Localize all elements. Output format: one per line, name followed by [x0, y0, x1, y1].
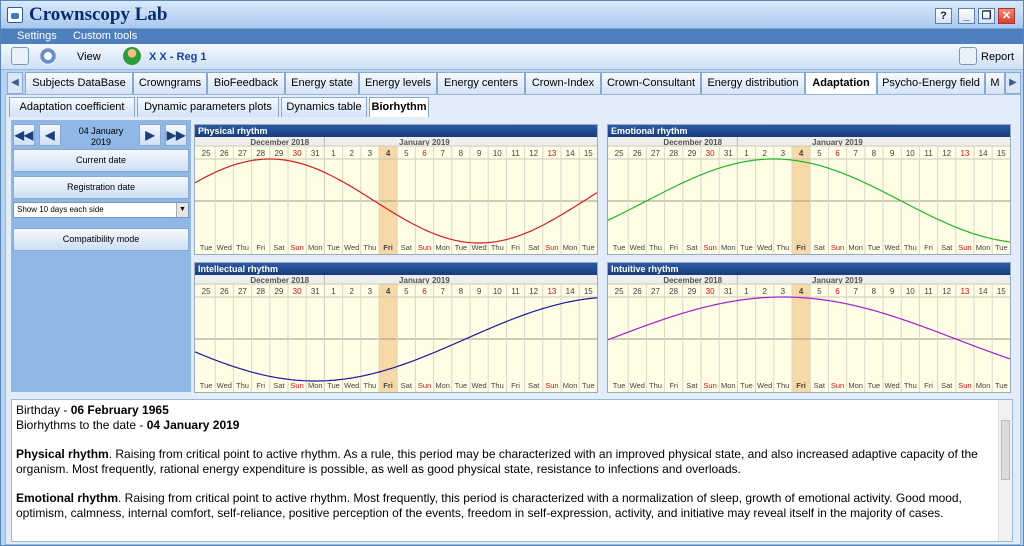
report-button[interactable]: Report	[981, 51, 1015, 63]
day-number: 15	[583, 287, 593, 296]
emotional-body: . Raising from critical point to active rhythm. Most frequently, this period is characterized with a normalization of sleep, growth of emotional activity. Good mood, optimism, calmness, internal comfort, self-reliance, positive perception of the events, freedom in self-expression, activity, and initiative may reveal itself in the majority of cases.	[16, 491, 962, 520]
weekday-label: Sun	[290, 381, 304, 390]
weekday-label: Tue	[327, 381, 340, 390]
weekday-label: Thu	[903, 381, 917, 390]
day-number: 8	[458, 149, 464, 158]
day-number: 10	[492, 149, 502, 158]
month-label: January 2019	[399, 276, 450, 285]
day-number: 30	[292, 287, 302, 296]
view-button[interactable]: View	[77, 51, 101, 63]
physical-rhythm-plot	[195, 137, 597, 254]
day-number: 6	[422, 149, 427, 158]
selected-date-year: 2019	[90, 137, 112, 147]
weekday-label: Wed	[757, 381, 773, 390]
selected-date	[75, 126, 127, 148]
weekday-label: Sat	[528, 243, 540, 252]
weekday-label: Tue	[581, 381, 595, 390]
day-number: 3	[367, 287, 373, 296]
weekday-label: Thu	[490, 381, 504, 390]
day-number: 11	[924, 287, 933, 296]
previous-date-icon[interactable]: ◀	[39, 124, 61, 146]
weekday-label: Fri	[924, 243, 933, 252]
weekday-label: Tue	[454, 381, 468, 390]
day-number: 12	[942, 149, 952, 158]
weekday-label: Thu	[649, 243, 662, 252]
weekday-label: Mon	[562, 381, 578, 390]
weekday-label: Tue	[994, 381, 1008, 390]
tab-energy-centers[interactable]: Energy centers	[437, 72, 525, 94]
tab-biofeedback[interactable]: BioFeedback	[207, 72, 285, 94]
chart-title: Intellectual rhythm	[195, 263, 597, 275]
day-number: 4	[798, 149, 804, 158]
weekday-label: Tue	[740, 243, 753, 252]
day-number: 12	[529, 287, 539, 296]
day-number: 14	[565, 287, 575, 296]
description-content	[16, 403, 996, 521]
physical-body: . Raising from critical point to active rhythm. As a rule, this period may be characterized with an improved physical state, and also increased adaptive capacity of the organism. Most frequently, rational energy expenditure is possible, as well as good physical state, resistance to infections and overloads.	[16, 447, 978, 476]
tab-crowngrams[interactable]: Crowngrams	[133, 72, 207, 94]
weekday-label: Sat	[686, 243, 698, 252]
day-number: 15	[583, 149, 593, 158]
day-number: 12	[942, 287, 952, 296]
day-number: 5	[404, 149, 409, 158]
physical-paragraph	[16, 447, 996, 477]
weekday-label: Sun	[958, 243, 972, 252]
weekday-label: Thu	[236, 243, 249, 252]
weekday-label: Tue	[612, 381, 626, 390]
tab-more[interactable]: M	[985, 72, 1005, 94]
day-number: 8	[458, 287, 464, 296]
day-number: 30	[705, 149, 715, 158]
weekday-label: Tue	[612, 243, 626, 252]
weekday-label: Sun	[417, 381, 432, 390]
chart-physical	[194, 124, 598, 255]
day-number: 7	[440, 287, 445, 296]
range-select-value: Show 10 days each side	[17, 205, 104, 214]
day-number: 5	[404, 287, 409, 296]
restore-button[interactable]: ❐	[978, 8, 995, 24]
menu-settings[interactable]: Settings	[17, 30, 57, 42]
day-number: 30	[705, 287, 715, 296]
weekday-label: Thu	[776, 381, 790, 390]
weekday-label: Tue	[327, 243, 340, 252]
weekday-label: Fri	[256, 381, 266, 390]
tab-psycho-energy-field[interactable]: Psycho-Energy field	[877, 72, 985, 94]
day-number: 26	[219, 287, 229, 296]
weekday-label: Sat	[400, 243, 412, 252]
scrollbar-thumb[interactable]	[1001, 420, 1010, 480]
day-number: 27	[238, 149, 247, 158]
day-number: 4	[385, 149, 391, 158]
range-select[interactable]	[13, 202, 189, 218]
weekday-label: Sun	[545, 243, 559, 252]
weekday-label: Tue	[867, 381, 881, 390]
month-label: January 2019	[812, 138, 863, 147]
weekday-label: Mon	[308, 243, 323, 252]
day-number: 7	[440, 149, 445, 158]
spacer	[16, 433, 996, 447]
chart-title: Intuitive rhythm	[608, 263, 1010, 275]
weekday-label: Wed	[884, 381, 900, 390]
close-button[interactable]: ✕	[998, 8, 1015, 24]
day-number: 11	[511, 287, 520, 296]
weekday-label: Wed	[344, 381, 360, 390]
tab-crown-index[interactable]: Crown-Index	[525, 72, 601, 94]
weekday-label: Fri	[796, 243, 806, 252]
weekday-label: Fri	[383, 243, 393, 252]
day-number: 3	[780, 287, 786, 296]
day-number: 11	[511, 149, 520, 158]
subjects-icon[interactable]	[11, 47, 29, 65]
weekday-label: Sat	[273, 381, 285, 390]
first-date-icon[interactable]: ◀◀	[13, 124, 35, 146]
chart-title: Emotional rhythm	[608, 125, 1010, 137]
month-label: December 2018	[250, 138, 310, 147]
biorhythm-controls	[11, 120, 191, 392]
to-date-label: Biorhythms to the date -	[16, 418, 147, 432]
day-number: 31	[310, 287, 320, 296]
day-number: 9	[889, 287, 895, 296]
day-number: 1	[331, 287, 336, 296]
weekday-label: Wed	[471, 381, 487, 390]
minimize-button[interactable]: _	[958, 8, 975, 24]
weekday-label: Mon	[848, 243, 863, 252]
chart-emotional	[607, 124, 1011, 255]
month-label: January 2019	[399, 138, 450, 147]
weekday-label: Tue	[199, 243, 213, 252]
day-number: 29	[274, 149, 284, 158]
emotional-title: Emotional rhythm	[16, 491, 119, 505]
weekday-label: Sun	[958, 381, 972, 390]
menu-bar	[1, 29, 1023, 44]
intellectual-rhythm-plot	[195, 275, 597, 392]
birthday-line	[16, 403, 996, 418]
chart-title: Physical rhythm	[195, 125, 597, 137]
tab-biorhythm[interactable]: Biorhythm	[369, 97, 429, 117]
weekday-label: Thu	[776, 243, 790, 252]
help-button[interactable]: ?	[935, 8, 952, 24]
day-number: 2	[349, 287, 354, 296]
weekday-label: Sat	[941, 243, 953, 252]
day-number: 13	[547, 287, 557, 296]
weekday-label: Wed	[629, 243, 645, 252]
day-number: 28	[669, 149, 679, 158]
weekday-label: Thu	[363, 381, 377, 390]
day-number: 7	[853, 149, 858, 158]
weekday-label: Wed	[344, 243, 360, 252]
vertical-scrollbar[interactable]	[998, 400, 1012, 541]
main-tabs	[1, 72, 1023, 94]
registration-date-button[interactable]: Registration date	[13, 176, 189, 199]
current-date-button[interactable]: Current date	[13, 149, 189, 172]
next-date-icon[interactable]: ▶	[139, 124, 161, 146]
weekday-label: Sat	[813, 381, 825, 390]
weekday-label: Tue	[740, 381, 753, 390]
day-number: 14	[978, 287, 988, 296]
menu-custom-tools[interactable]: Custom tools	[73, 30, 138, 42]
intuitive-rhythm-plot	[608, 275, 1010, 392]
weekday-label: Mon	[975, 243, 991, 252]
day-number: 9	[476, 149, 482, 158]
toolbar	[1, 44, 1023, 70]
day-number: 31	[723, 287, 733, 296]
tab-subjects-database[interactable]: Subjects DataBase	[25, 72, 133, 94]
weekday-label: Fri	[383, 381, 393, 390]
day-number: 25	[614, 149, 624, 158]
day-number: 28	[669, 287, 679, 296]
day-number: 12	[529, 149, 539, 158]
tab-adaptation[interactable]: Adaptation	[805, 72, 877, 95]
day-number: 10	[905, 149, 915, 158]
spacer	[16, 477, 996, 491]
day-number: 1	[744, 149, 749, 158]
weekday-label: Wed	[471, 243, 487, 252]
day-number: 14	[565, 149, 575, 158]
selected-date-day: 04 January	[78, 126, 124, 136]
weekday-label: Tue	[867, 243, 881, 252]
weekday-label: Fri	[256, 243, 266, 252]
weekday-label: Fri	[796, 381, 806, 390]
weekday-label: Sun	[290, 243, 304, 252]
day-number: 14	[978, 149, 988, 158]
day-number: 28	[256, 287, 266, 296]
day-number: 28	[256, 149, 266, 158]
day-number: 25	[614, 287, 624, 296]
day-number: 27	[238, 287, 247, 296]
weekday-label: Sun	[830, 243, 845, 252]
weekday-label: Sat	[813, 243, 825, 252]
tab-dynamics-table[interactable]: Dynamics table	[281, 97, 367, 117]
weekday-label: Thu	[363, 243, 377, 252]
weekday-label: Mon	[308, 381, 323, 390]
month-label: December 2018	[663, 138, 723, 147]
day-number: 9	[889, 149, 895, 158]
day-number: 13	[547, 149, 557, 158]
day-number: 10	[905, 287, 915, 296]
day-number: 31	[723, 149, 733, 158]
weekday-label: Sun	[417, 243, 432, 252]
day-number: 29	[687, 149, 697, 158]
chart-intellectual	[194, 262, 598, 393]
weekday-label: Fri	[511, 381, 520, 390]
day-number: 8	[871, 149, 877, 158]
weekday-label: Fri	[669, 243, 679, 252]
day-number: 9	[476, 287, 482, 296]
emotional-paragraph	[16, 491, 996, 521]
day-number: 27	[651, 149, 660, 158]
day-number: 6	[835, 149, 840, 158]
day-number: 2	[762, 287, 767, 296]
birthday-label: Birthday -	[16, 403, 71, 417]
to-date-value: 04 January 2019	[146, 418, 240, 432]
day-number: 3	[367, 149, 373, 158]
weekday-label: Sat	[400, 381, 412, 390]
compatibility-mode-button[interactable]: Compatibility mode	[13, 228, 189, 251]
month-label: December 2018	[250, 276, 310, 285]
weekday-label: Thu	[649, 381, 662, 390]
day-number: 25	[201, 287, 211, 296]
day-number: 7	[853, 287, 858, 296]
day-number: 29	[687, 287, 697, 296]
month-label: January 2019	[812, 276, 863, 285]
day-number: 6	[422, 287, 427, 296]
chevron-down-icon[interactable]: ▼	[176, 203, 188, 217]
title-bar	[1, 1, 1023, 29]
day-number: 13	[960, 287, 970, 296]
weekday-label: Thu	[490, 243, 504, 252]
day-number: 8	[871, 287, 877, 296]
weekday-label: Sat	[686, 381, 698, 390]
app-icon	[7, 7, 23, 23]
day-number: 4	[385, 287, 391, 296]
weekday-label: Sat	[528, 381, 540, 390]
tab-scroll-right-icon[interactable]: ▶	[1005, 72, 1021, 94]
tab-dynamic-parameters-plots[interactable]: Dynamic parameters plots	[137, 97, 279, 117]
weekday-label: Fri	[669, 381, 679, 390]
day-number: 5	[817, 287, 822, 296]
weekday-label: Sat	[273, 243, 285, 252]
tab-energy-distribution[interactable]: Energy distribution	[701, 72, 805, 94]
weekday-label: Mon	[435, 381, 450, 390]
tab-energy-levels[interactable]: Energy levels	[359, 72, 437, 94]
birthday-value: 06 February 1965	[70, 403, 169, 417]
day-number: 27	[651, 287, 660, 296]
report-icon[interactable]	[959, 47, 977, 65]
day-number: 4	[798, 287, 804, 296]
weekday-label: Wed	[629, 381, 645, 390]
tab-scroll-left-icon[interactable]: ◀	[7, 72, 23, 94]
weekday-label: Sat	[941, 381, 953, 390]
tab-adaptation-coefficient[interactable]: Adaptation coefficient	[9, 97, 135, 117]
day-number: 6	[835, 287, 840, 296]
day-number: 13	[960, 149, 970, 158]
weekday-label: Sun	[545, 381, 559, 390]
current-user-label: X X - Reg 1	[149, 51, 207, 63]
app-title: Crownscopy Lab	[29, 4, 168, 25]
weekday-label: Wed	[757, 243, 773, 252]
day-number: 2	[349, 149, 354, 158]
weekday-label: Mon	[721, 381, 736, 390]
day-number: 15	[996, 149, 1006, 158]
weekday-label: Thu	[903, 243, 917, 252]
day-number: 2	[762, 149, 767, 158]
to-date-line	[16, 418, 996, 433]
weekday-label: Sun	[830, 381, 845, 390]
month-label: December 2018	[663, 276, 723, 285]
day-number: 26	[219, 149, 229, 158]
emotional-rhythm-plot	[608, 137, 1010, 254]
weekday-label: Wed	[216, 243, 232, 252]
weekday-label: Fri	[924, 381, 933, 390]
day-number: 29	[274, 287, 284, 296]
day-number: 25	[201, 149, 211, 158]
day-number: 11	[924, 149, 933, 158]
weekday-label: Thu	[236, 381, 249, 390]
weekday-label: Wed	[884, 243, 900, 252]
tab-energy-state[interactable]: Energy state	[285, 72, 359, 94]
weekday-label: Fri	[511, 243, 520, 252]
physical-title: Physical rhythm	[16, 447, 109, 461]
weekday-label: Tue	[454, 243, 468, 252]
weekday-label: Mon	[435, 243, 450, 252]
last-date-icon[interactable]: ▶▶	[165, 124, 187, 146]
day-number: 5	[817, 149, 822, 158]
weekday-label: Sun	[703, 381, 717, 390]
weekday-label: Mon	[848, 381, 863, 390]
weekday-label: Mon	[975, 381, 991, 390]
biorhythm-description[interactable]	[11, 399, 1013, 542]
weekday-label: Mon	[721, 243, 736, 252]
day-number: 1	[331, 149, 336, 158]
weekday-label: Tue	[581, 243, 595, 252]
weekday-label: Sun	[703, 243, 717, 252]
user-icon	[123, 47, 141, 65]
day-number: 31	[310, 149, 320, 158]
day-number: 26	[632, 149, 642, 158]
weekday-label: Mon	[562, 243, 578, 252]
weekday-label: Tue	[994, 243, 1008, 252]
disc-icon[interactable]	[39, 47, 57, 65]
day-number: 3	[780, 149, 786, 158]
day-number: 15	[996, 287, 1006, 296]
day-number: 26	[632, 287, 642, 296]
chart-intuitive	[607, 262, 1011, 393]
day-number: 10	[492, 287, 502, 296]
tab-crown-consultant[interactable]: Crown-Consultant	[601, 72, 701, 94]
weekday-label: Wed	[216, 381, 232, 390]
day-number: 1	[744, 287, 749, 296]
day-number: 30	[292, 149, 302, 158]
weekday-label: Tue	[199, 381, 213, 390]
